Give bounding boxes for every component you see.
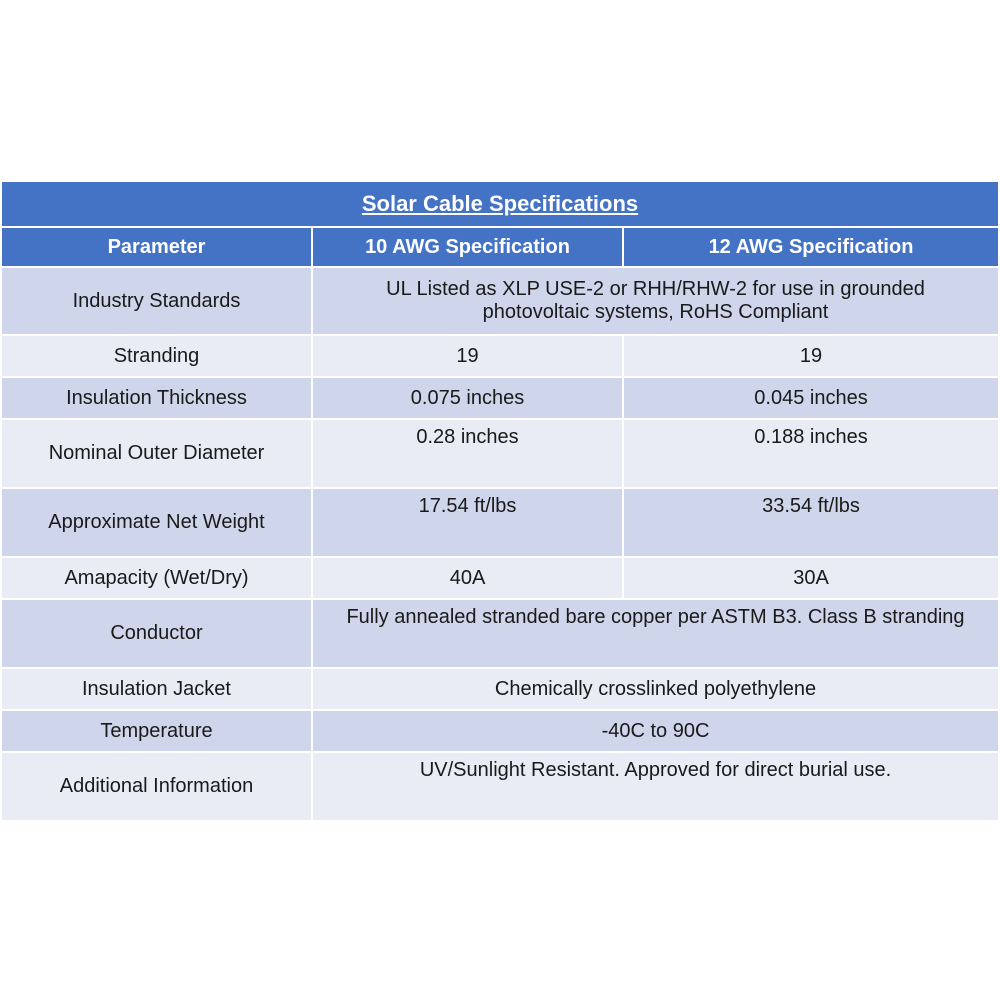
table-row: [1, 267, 999, 335]
row-label: Conductor: [1, 599, 312, 668]
row-label: Approximate Net Weight: [1, 488, 312, 557]
table-row: [1, 668, 999, 710]
row-value-12awg: 0.045 inches: [623, 377, 999, 419]
row-value-10awg: 40A: [312, 557, 623, 599]
table-row: [1, 557, 999, 599]
table-row: [1, 710, 999, 752]
header-12awg: 12 AWG Specification: [623, 227, 999, 267]
table-row: [1, 335, 999, 377]
row-value-12awg: 33.54 ft/lbs: [623, 488, 999, 557]
row-label: Temperature: [1, 710, 312, 752]
row-value-10awg: 0.075 inches: [312, 377, 623, 419]
row-merged-value: UL Listed as XLP USE-2 or RHH/RHW-2 for use in grounded photovoltaic systems, RoHS Compliant: [312, 267, 999, 335]
row-merged-value: Fully annealed stranded bare copper per ASTM B3. Class B stranding: [312, 599, 999, 668]
title-row: [1, 181, 999, 227]
table-row: [1, 377, 999, 419]
row-merged-value: Chemically crosslinked polyethylene: [312, 668, 999, 710]
row-value-12awg: 19: [623, 335, 999, 377]
header-parameter: Parameter: [1, 227, 312, 267]
table-row: [1, 488, 999, 557]
row-merged-value: UV/Sunlight Resistant. Approved for direct burial use.: [312, 752, 999, 821]
row-label: Additional Information: [1, 752, 312, 821]
row-label: Amapacity (Wet/Dry): [1, 557, 312, 599]
header-row: [1, 227, 999, 267]
spec-table: [0, 180, 1000, 822]
table-row: [1, 419, 999, 488]
row-value-12awg: 30A: [623, 557, 999, 599]
row-merged-value: -40C to 90C: [312, 710, 999, 752]
row-label: Nominal Outer Diameter: [1, 419, 312, 488]
row-value-10awg: 0.28 inches: [312, 419, 623, 488]
row-label: Insulation Jacket: [1, 668, 312, 710]
row-label: Stranding: [1, 335, 312, 377]
row-label: Industry Standards: [1, 267, 312, 335]
title-cell: [1, 181, 999, 227]
table-title: Solar Cable Specifications: [361, 191, 639, 216]
table-row: [1, 752, 999, 821]
row-label: Insulation Thickness: [1, 377, 312, 419]
row-value-12awg: 0.188 inches: [623, 419, 999, 488]
row-value-10awg: 19: [312, 335, 623, 377]
row-value-10awg: 17.54 ft/lbs: [312, 488, 623, 557]
header-10awg: 10 AWG Specification: [312, 227, 623, 267]
table-row: [1, 599, 999, 668]
